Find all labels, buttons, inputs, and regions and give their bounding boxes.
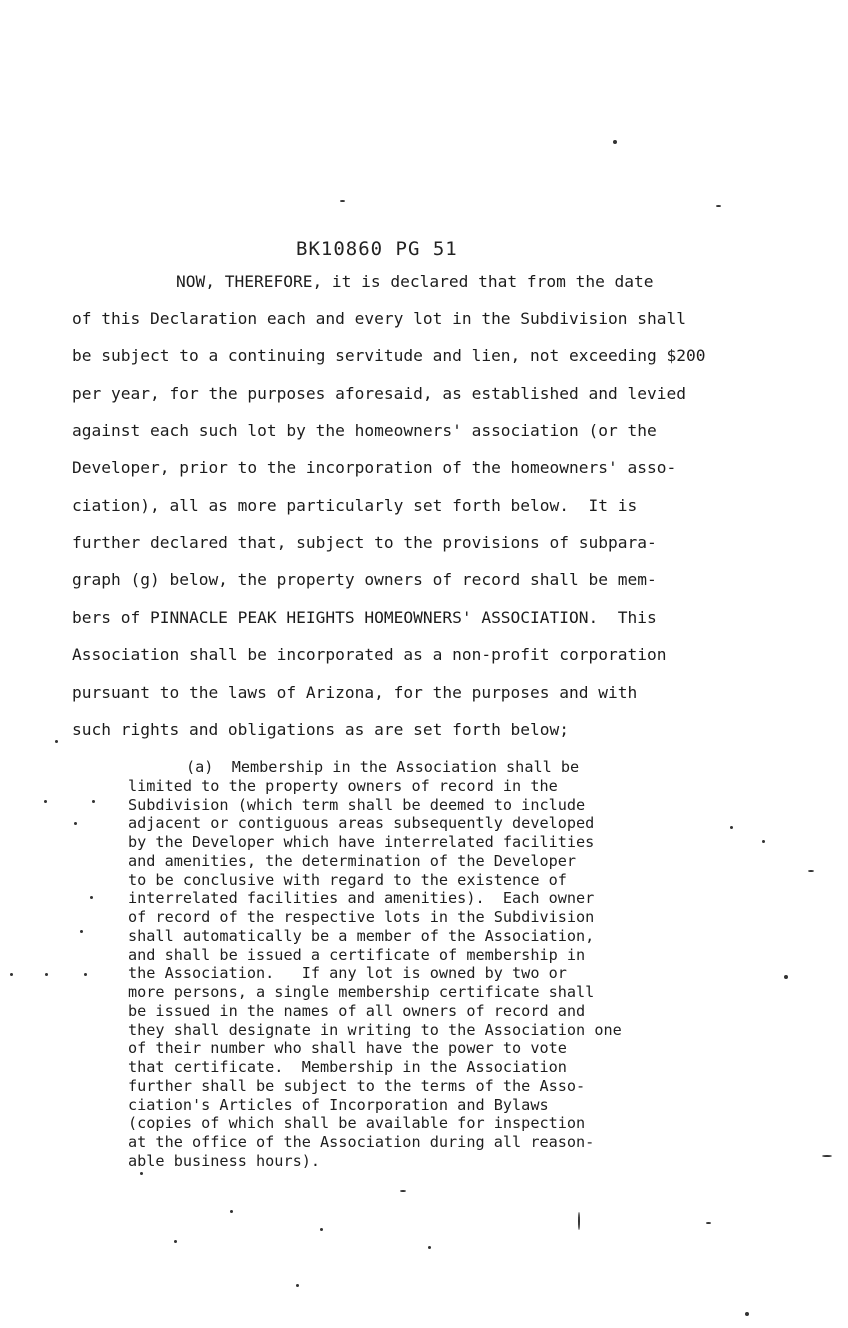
subparagraph-line: be issued in the names of all owners of record and — [128, 1002, 586, 1020]
subparagraph-line: of record of the respective lots in the Subdivision — [128, 908, 595, 926]
scan-speck — [140, 1172, 143, 1175]
body-line: NOW, THEREFORE, it is declared that from the date — [176, 272, 654, 291]
scan-speck — [808, 870, 814, 872]
body-line: of this Declaration each and every lot in the Subdivision shall — [72, 309, 686, 328]
scan-speck — [296, 1284, 299, 1287]
body-line: Association shall be incorporated as a non-profit corporation — [72, 645, 667, 664]
scan-speck — [400, 1190, 406, 1192]
body-line: further declared that, subject to the provisions of subpara- — [72, 533, 657, 552]
subparagraph-line: to be conclusive with regard to the existence of — [128, 871, 567, 889]
scan-speck — [613, 140, 617, 144]
subparagraph-line: they shall designate in writing to the Association one — [128, 1021, 622, 1039]
body-line: bers of PINNACLE PEAK HEIGHTS HOMEOWNERS' ASSOCIATION. This — [72, 608, 657, 627]
scan-speck — [80, 930, 83, 933]
scan-speck — [784, 975, 788, 979]
scan-speck — [716, 205, 721, 207]
scan-speck — [822, 1155, 832, 1157]
subparagraph-line: able business hours). — [128, 1152, 321, 1170]
subparagraph-line: that certificate. Membership in the Association — [128, 1058, 567, 1076]
subparagraph-line: and shall be issued a certificate of membership in — [128, 946, 586, 964]
subparagraph-line: (a) Membership in the Association shall be — [186, 758, 580, 776]
subparagraph-line: at the office of the Association during all reason- — [128, 1133, 595, 1151]
scan-speck — [74, 822, 77, 825]
subparagraph-line: more persons, a single membership certificate shall — [128, 983, 595, 1001]
subparagraph-line: further shall be subject to the terms of the Asso- — [128, 1077, 586, 1095]
subparagraph-line: limited to the property owners of record in the — [128, 777, 558, 795]
body-line: per year, for the purposes aforesaid, as established and levied — [72, 384, 686, 403]
scan-speck — [90, 896, 93, 899]
body-line: graph (g) below, the property owners of record shall be mem- — [72, 570, 657, 589]
subparagraph-line: by the Developer which have interrelated facilities — [128, 833, 595, 851]
subparagraph-line: ciation's Articles of Incorporation and Bylaws — [128, 1096, 549, 1114]
subparagraph-line: Subdivision (which term shall be deemed to include — [128, 796, 586, 814]
scan-speck — [92, 800, 95, 803]
scan-speck — [730, 826, 733, 829]
scan-speck — [320, 1228, 323, 1231]
subparagraph-line: shall automatically be a member of the Association, — [128, 927, 595, 945]
scan-speck — [10, 973, 13, 976]
scan-speck — [45, 973, 48, 976]
scan-speck — [762, 840, 765, 843]
scan-speck — [706, 1222, 711, 1224]
body-line: against each such lot by the homeowners' association (or the — [72, 421, 657, 440]
subparagraph-line: of their number who shall have the power to vote — [128, 1039, 567, 1057]
subparagraph-line: (copies of which shall be available for inspection — [128, 1114, 586, 1132]
subparagraph-line: and amenities, the determination of the Developer — [128, 852, 577, 870]
scan-speck — [428, 1246, 431, 1249]
subparagraph-line: interrelated facilities and amenities). Each owner — [128, 889, 595, 907]
scan-speck — [578, 1212, 580, 1230]
body-line: such rights and obligations as are set forth below; — [72, 720, 570, 739]
body-line: pursuant to the laws of Arizona, for the purposes and with — [72, 683, 638, 702]
scan-speck — [230, 1210, 233, 1213]
scan-speck — [174, 1240, 177, 1243]
docket-stamp: BK10860 PG 51 — [296, 238, 458, 260]
scan-speck — [55, 740, 58, 743]
body-line: ciation), all as more particularly set forth below. It is — [72, 496, 638, 515]
scan-speck — [340, 200, 345, 202]
subparagraph-line: adjacent or contiguous areas subsequently developed — [128, 814, 595, 832]
scan-speck — [44, 800, 47, 803]
subparagraph-line: the Association. If any lot is owned by two or — [128, 964, 567, 982]
scan-speck — [84, 973, 87, 976]
body-line: Developer, prior to the incorporation of the homeowners' asso- — [72, 458, 677, 477]
body-line: be subject to a continuing servitude and lien, not exceeding $200 — [72, 346, 706, 365]
scan-speck — [745, 1312, 749, 1316]
